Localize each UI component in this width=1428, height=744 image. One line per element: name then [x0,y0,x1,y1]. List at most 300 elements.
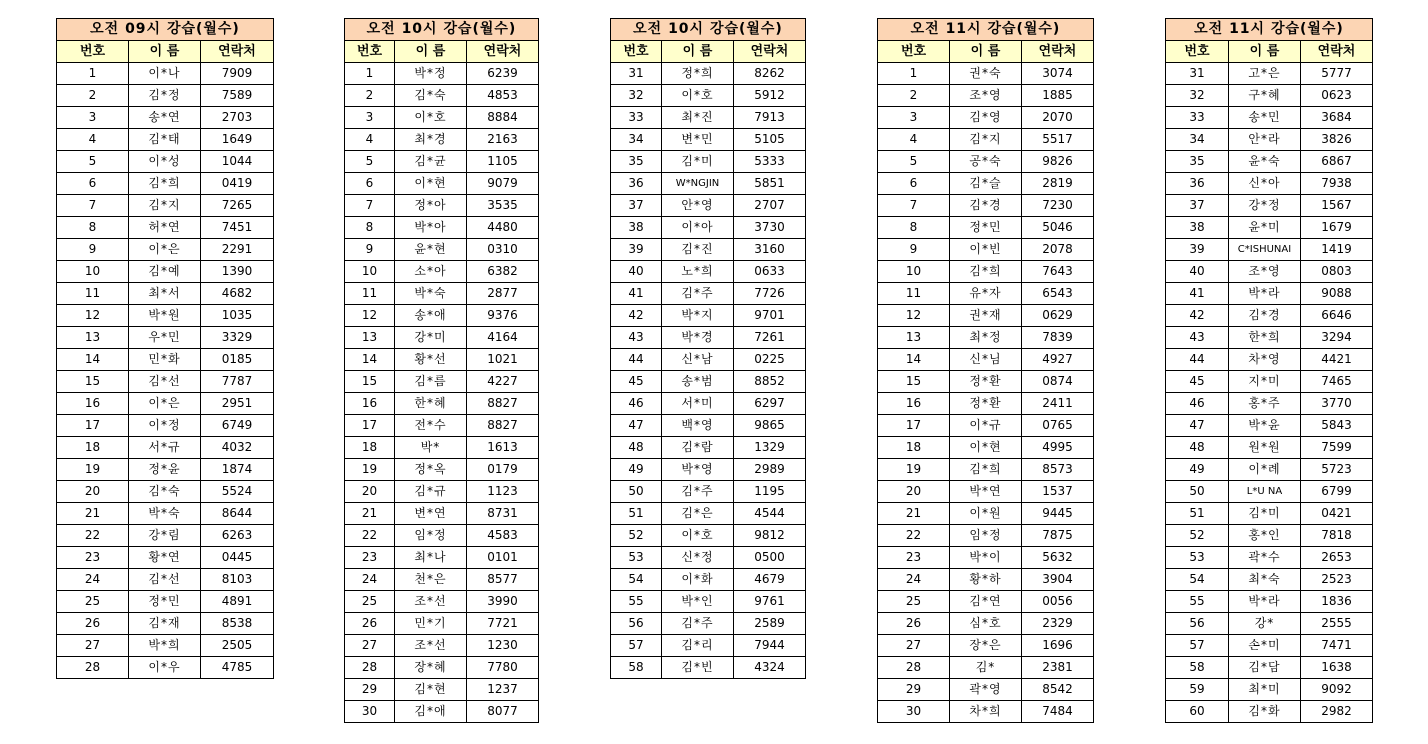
cell-no: 5 [345,151,395,173]
cell-no: 35 [1166,151,1229,173]
cell-no: 19 [57,459,129,481]
cell-contact: 1105 [467,151,539,173]
cell-contact: 4032 [201,437,274,459]
cell-contact: 4583 [467,525,539,547]
table-row [878,305,1094,327]
cell-contact: 7875 [1022,525,1094,547]
cell-contact: 7230 [1022,195,1094,217]
cell-contact: 7944 [734,635,806,657]
cell-name: 정*환 [950,393,1022,415]
cell-no: 2 [57,85,129,107]
table-row [57,569,274,591]
cell-name: 정*민 [129,591,201,613]
table-row [345,85,539,107]
table-row [345,613,539,635]
table-row [611,217,806,239]
cell-name: 윤*숙 [1229,151,1301,173]
cell-contact: 4995 [1022,437,1094,459]
cell-no: 58 [611,657,662,679]
table-row [878,503,1094,525]
table-row [611,481,806,503]
cell-no: 21 [878,503,950,525]
cell-contact: 9445 [1022,503,1094,525]
cell-name: 박*아 [395,217,467,239]
cell-contact: 5524 [201,481,274,503]
roster-table-1100-b [1165,18,1373,723]
cell-contact: 8103 [201,569,274,591]
cell-contact: 1044 [201,151,274,173]
cell-no: 44 [611,349,662,371]
table-title: 오전 11시 강습(월수) [878,19,1094,41]
cell-contact: 0056 [1022,591,1094,613]
table-row [611,591,806,613]
table-row [57,657,274,679]
cell-name: 곽*수 [1229,547,1301,569]
cell-name: 우*민 [129,327,201,349]
cell-name: 차*영 [1229,349,1301,371]
table-row [1166,613,1373,635]
cell-name: 김*재 [129,613,201,635]
table-row [878,481,1094,503]
cell-contact: 5333 [734,151,806,173]
cell-name: 변*민 [662,129,734,151]
cell-name: 박*인 [662,591,734,613]
cell-name: 김*진 [662,239,734,261]
table-row [345,459,539,481]
cell-no: 41 [611,283,662,305]
table-row [1166,547,1373,569]
cell-no: 55 [611,591,662,613]
cell-no: 51 [1166,503,1229,525]
cell-no: 27 [878,635,950,657]
table-row [878,371,1094,393]
table-row [1166,239,1373,261]
cell-no: 8 [345,217,395,239]
cell-contact: 3684 [1301,107,1373,129]
cell-contact: 1390 [201,261,274,283]
cell-contact: 4421 [1301,349,1373,371]
cell-name: 이*은 [129,393,201,415]
cell-name: 이*정 [129,415,201,437]
col-header-name: 이 름 [662,41,734,63]
cell-no: 12 [57,305,129,327]
cell-name: 고*은 [1229,63,1301,85]
cell-contact: 1329 [734,437,806,459]
table-row [57,217,274,239]
cell-name: 한*혜 [395,393,467,415]
cell-name: 최*미 [1229,679,1301,701]
cell-contact: 6297 [734,393,806,415]
cell-name: 송*민 [1229,107,1301,129]
cell-name: 박* [395,437,467,459]
col-header-no: 번호 [611,41,662,63]
cell-contact: 8827 [467,393,539,415]
cell-no: 30 [878,701,950,723]
cell-no: 13 [878,327,950,349]
table-title: 오전 10시 강습(월수) [345,19,539,41]
cell-no: 22 [345,525,395,547]
cell-no: 3 [345,107,395,129]
cell-no: 58 [1166,657,1229,679]
cell-name: 김*선 [129,569,201,591]
table-row [878,85,1094,107]
cell-contact: 1419 [1301,239,1373,261]
cell-name: 김*경 [1229,305,1301,327]
cell-contact: 8077 [467,701,539,723]
cell-contact: 0874 [1022,371,1094,393]
table-row [57,481,274,503]
cell-no: 39 [1166,239,1229,261]
cell-no: 6 [878,173,950,195]
cell-name: 정*환 [950,371,1022,393]
cell-name: 신*님 [950,349,1022,371]
cell-name: 황*연 [129,547,201,569]
cell-name: 박*지 [662,305,734,327]
cell-name: 김*영 [950,107,1022,129]
cell-contact: 7787 [201,371,274,393]
table-row [611,569,806,591]
cell-name: 이*나 [129,63,201,85]
cell-no: 12 [345,305,395,327]
cell-contact: 0445 [201,547,274,569]
cell-contact: 1613 [467,437,539,459]
cell-contact: 4324 [734,657,806,679]
table-row [1166,481,1373,503]
table-row [1166,437,1373,459]
cell-no: 15 [345,371,395,393]
cell-no: 60 [1166,701,1229,723]
cell-name: 박*숙 [395,283,467,305]
table-row [878,415,1094,437]
table-row [611,525,806,547]
cell-contact: 3826 [1301,129,1373,151]
table-row [345,415,539,437]
cell-contact: 4480 [467,217,539,239]
table-row [57,635,274,657]
cell-no: 13 [57,327,129,349]
cell-name: 김*주 [662,283,734,305]
table-row [57,415,274,437]
cell-name: W*NGJIN [662,173,734,195]
table-row [1166,107,1373,129]
cell-name: 권*숙 [950,63,1022,85]
cell-name: 김*지 [129,195,201,217]
table-row [57,239,274,261]
cell-contact: 2163 [467,129,539,151]
cell-name: 정*윤 [129,459,201,481]
cell-name: 허*연 [129,217,201,239]
cell-contact: 2505 [201,635,274,657]
cell-no: 20 [345,481,395,503]
cell-contact: 1035 [201,305,274,327]
cell-contact: 4679 [734,569,806,591]
cell-no: 9 [57,239,129,261]
cell-contact: 1021 [467,349,539,371]
table-row [1166,635,1373,657]
cell-no: 4 [345,129,395,151]
col-header-name: 이 름 [1229,41,1301,63]
table-row [878,239,1094,261]
table-row [345,569,539,591]
table-row [1166,459,1373,481]
cell-no: 9 [878,239,950,261]
cell-no: 40 [1166,261,1229,283]
table-title: 오전 11시 강습(월수) [1166,19,1373,41]
cell-name: 이*례 [1229,459,1301,481]
table-row [1166,569,1373,591]
table-row [1166,305,1373,327]
cell-no: 10 [57,261,129,283]
cell-no: 24 [878,569,950,591]
cell-no: 50 [1166,481,1229,503]
cell-name: 한*희 [1229,327,1301,349]
cell-no: 19 [878,459,950,481]
cell-no: 4 [878,129,950,151]
cell-no: 10 [878,261,950,283]
cell-no: 8 [57,217,129,239]
cell-name: 장*혜 [395,657,467,679]
cell-no: 7 [878,195,950,217]
cell-no: 56 [611,613,662,635]
cell-name: 황*하 [950,569,1022,591]
cell-name: 정*희 [662,63,734,85]
cell-no: 45 [611,371,662,393]
cell-contact: 5632 [1022,547,1094,569]
table-row [878,283,1094,305]
table-row [1166,701,1373,723]
table-row [345,151,539,173]
table-row [345,547,539,569]
cell-contact: 0101 [467,547,539,569]
cell-no: 29 [878,679,950,701]
table-row [878,349,1094,371]
table-row [57,613,274,635]
table-row [345,129,539,151]
cell-name: 신*아 [1229,173,1301,195]
cell-contact: 2989 [734,459,806,481]
table-row [345,657,539,679]
cell-name: 이*호 [395,107,467,129]
cell-contact: 0225 [734,349,806,371]
cell-no: 1 [878,63,950,85]
cell-name: 이*원 [950,503,1022,525]
cell-name: 김*담 [1229,657,1301,679]
cell-name: 심*호 [950,613,1022,635]
cell-no: 28 [345,657,395,679]
cell-contact: 8262 [734,63,806,85]
cell-name: 박*이 [950,547,1022,569]
cell-name: 송*범 [662,371,734,393]
cell-no: 41 [1166,283,1229,305]
cell-no: 2 [878,85,950,107]
table-row [345,239,539,261]
table-row [611,547,806,569]
table-row [611,173,806,195]
cell-name: 김*은 [662,503,734,525]
table-row [878,107,1094,129]
cell-contact: 2703 [201,107,274,129]
table-row [878,701,1094,723]
cell-no: 48 [1166,437,1229,459]
cell-name: 강* [1229,613,1301,635]
cell-no: 44 [1166,349,1229,371]
cell-no: 17 [345,415,395,437]
cell-no: 34 [1166,129,1229,151]
cell-name: 유*자 [950,283,1022,305]
cell-contact: 1649 [201,129,274,151]
cell-contact: 1237 [467,679,539,701]
cell-no: 31 [1166,63,1229,85]
cell-contact: 2411 [1022,393,1094,415]
cell-no: 14 [345,349,395,371]
table-row [878,217,1094,239]
cell-contact: 1679 [1301,217,1373,239]
table-row [878,657,1094,679]
cell-contact: 5105 [734,129,806,151]
cell-name: 곽*영 [950,679,1022,701]
table-row [345,525,539,547]
table-row [345,371,539,393]
cell-name: 노*희 [662,261,734,283]
cell-contact: 4891 [201,591,274,613]
cell-contact: 7599 [1301,437,1373,459]
cell-name: 정*민 [950,217,1022,239]
cell-name: 강*림 [129,525,201,547]
cell-no: 25 [57,591,129,613]
table-row [345,283,539,305]
cell-contact: 6543 [1022,283,1094,305]
cell-contact: 2877 [467,283,539,305]
col-header-no: 번호 [1166,41,1229,63]
cell-contact: 2653 [1301,547,1373,569]
cell-name: 박*라 [1229,283,1301,305]
cell-contact: 8884 [467,107,539,129]
cell-no: 43 [611,327,662,349]
cell-name: 이*성 [129,151,201,173]
cell-name: 최*진 [662,107,734,129]
table-row [1166,393,1373,415]
cell-no: 8 [878,217,950,239]
cell-no: 19 [345,459,395,481]
table-row [345,261,539,283]
cell-no: 54 [1166,569,1229,591]
cell-no: 45 [1166,371,1229,393]
cell-name: 송*연 [129,107,201,129]
cell-name: 김*름 [395,371,467,393]
cell-contact: 3329 [201,327,274,349]
table-row [1166,217,1373,239]
col-header-contact: 연락처 [1022,41,1094,63]
table-row [1166,679,1373,701]
cell-contact: 5912 [734,85,806,107]
table-row [611,459,806,481]
cell-no: 23 [57,547,129,569]
cell-no: 47 [611,415,662,437]
cell-contact: 4927 [1022,349,1094,371]
cell-contact: 3990 [467,591,539,613]
cell-no: 42 [611,305,662,327]
col-header-contact: 연락처 [734,41,806,63]
table-row [611,349,806,371]
table-row [57,393,274,415]
table-row [345,503,539,525]
table-row [57,503,274,525]
cell-name: 윤*현 [395,239,467,261]
cell-no: 2 [345,85,395,107]
cell-contact: 1537 [1022,481,1094,503]
cell-name: 김*미 [662,151,734,173]
cell-name: 강*정 [1229,195,1301,217]
cell-name: 박*경 [662,327,734,349]
cell-contact: 3294 [1301,327,1373,349]
cell-no: 34 [611,129,662,151]
cell-name: 민*화 [129,349,201,371]
cell-name: 송*애 [395,305,467,327]
cell-no: 36 [611,173,662,195]
cell-contact: 8542 [1022,679,1094,701]
table-row [57,591,274,613]
cell-no: 16 [57,393,129,415]
table-row [57,547,274,569]
cell-no: 27 [57,635,129,657]
cell-name: 황*선 [395,349,467,371]
cell-name: 공*숙 [950,151,1022,173]
cell-contact: 2381 [1022,657,1094,679]
cell-contact: 4785 [201,657,274,679]
table-row [878,547,1094,569]
cell-no: 30 [345,701,395,723]
cell-name: 이*규 [950,415,1022,437]
cell-contact: 5723 [1301,459,1373,481]
cell-contact: 0421 [1301,503,1373,525]
table-row [345,481,539,503]
cell-name: 박*원 [129,305,201,327]
cell-contact: 7721 [467,613,539,635]
cell-name: 최*정 [950,327,1022,349]
table-row [1166,503,1373,525]
cell-contact: 1836 [1301,591,1373,613]
cell-name: 이*화 [662,569,734,591]
cell-no: 37 [1166,195,1229,217]
cell-no: 28 [57,657,129,679]
cell-no: 37 [611,195,662,217]
cell-no: 23 [878,547,950,569]
cell-name: 원*원 [1229,437,1301,459]
cell-no: 27 [345,635,395,657]
cell-contact: 7471 [1301,635,1373,657]
cell-no: 17 [878,415,950,437]
roster-table-1100-a [877,18,1094,723]
table-row [57,459,274,481]
cell-name: 정*옥 [395,459,467,481]
table-row [57,327,274,349]
cell-contact: 7643 [1022,261,1094,283]
cell-name: 조*영 [1229,261,1301,283]
cell-contact: 1638 [1301,657,1373,679]
cell-no: 13 [345,327,395,349]
table-row [57,371,274,393]
cell-name: 강*미 [395,327,467,349]
cell-name: 박*영 [662,459,734,481]
table-row [878,151,1094,173]
cell-no: 12 [878,305,950,327]
cell-name: 박*정 [395,63,467,85]
cell-name: 김*미 [1229,503,1301,525]
cell-no: 48 [611,437,662,459]
table-row [1166,129,1373,151]
cell-contact: 3160 [734,239,806,261]
cell-no: 21 [345,503,395,525]
